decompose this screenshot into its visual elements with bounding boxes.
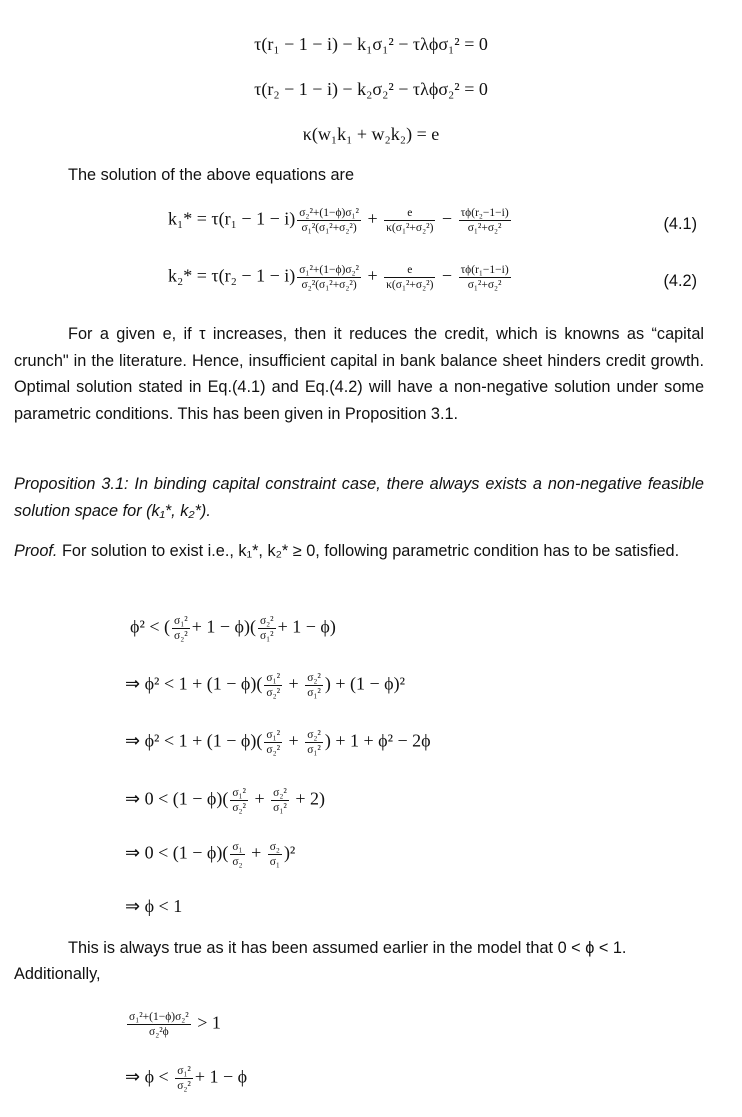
denominator: κ(σ₁²+σ₂²) bbox=[386, 279, 434, 291]
denominator: σ₂² bbox=[232, 802, 246, 814]
numerator: σ₁² bbox=[232, 787, 246, 799]
fraction bbox=[459, 263, 511, 292]
math-text: + 1 − ϕ) bbox=[277, 616, 336, 637]
numerator: σ₁² bbox=[266, 672, 281, 684]
fraction bbox=[230, 786, 248, 815]
math-text: + bbox=[246, 842, 266, 863]
numerator: σ₂² bbox=[273, 787, 287, 799]
numerator: σ₂²+(1−ϕ)σ₁² bbox=[299, 207, 359, 219]
denominator: σ₁² bbox=[273, 802, 287, 814]
denominator: σ₂² bbox=[177, 1080, 191, 1092]
numerator: e bbox=[384, 206, 435, 221]
proof-paragraph bbox=[14, 538, 704, 565]
denominator: σ₁² bbox=[307, 687, 321, 699]
fraction bbox=[459, 206, 511, 235]
math-text: + bbox=[284, 673, 304, 694]
paragraph-always-true: This is always true as it has been assumed earlier in the model that 0 < ϕ < 1. bbox=[68, 939, 627, 957]
numerator: σ₁ bbox=[232, 841, 243, 853]
denominator: σ₂ bbox=[232, 856, 243, 868]
math-text: τ(r₁ − 1 − i) − k₁σ₁² − τλϕσ₁² = 0 bbox=[254, 34, 488, 54]
numerator: τϕ(r₁−1−i) bbox=[460, 264, 509, 276]
proof-label: Proof. bbox=[14, 542, 58, 560]
math-text: τ(r₂ − 1 − i) − k₂σ₂² − τλϕσ₂² = 0 bbox=[254, 79, 488, 99]
math-text: ⇒ 0 < (1 − ϕ)( bbox=[125, 842, 229, 863]
math-text: ⇒ 0 < (1 − ϕ)( bbox=[125, 788, 229, 809]
math-text: + bbox=[250, 788, 270, 809]
math-text: + 2) bbox=[290, 788, 325, 809]
math-text: ⇒ ϕ² < 1 + (1 − ϕ)( bbox=[125, 673, 263, 694]
denominator: σ₁²+σ₂² bbox=[467, 222, 502, 234]
equation-label-4-2: (4.2) bbox=[663, 272, 697, 290]
math-text: ) + 1 + ϕ² − 2ϕ bbox=[324, 730, 431, 751]
math-text: ⇒ ϕ² < 1 + (1 − ϕ)( bbox=[125, 730, 263, 751]
denominator: σ₂²ϕ bbox=[149, 1026, 169, 1038]
fraction bbox=[264, 671, 282, 700]
proof-step-6 bbox=[125, 896, 182, 917]
fraction bbox=[230, 840, 244, 869]
math-text: + 1 − ϕ bbox=[194, 1066, 248, 1087]
numerator: σ₂² bbox=[259, 615, 274, 627]
numerator: σ₁² bbox=[177, 1065, 191, 1077]
denominator: σ₁² bbox=[259, 630, 274, 642]
fraction bbox=[264, 728, 282, 757]
proof-text: For solution to exist i.e., k₁*, k₂* ≥ 0, following parametric condition has to be satisfied. bbox=[57, 542, 680, 560]
numerator: σ₁²+(1−ϕ)σ₂² bbox=[299, 264, 359, 276]
math-text: k₂* = τ(r₂ − 1 − i) bbox=[168, 265, 296, 286]
equation-2 bbox=[0, 79, 742, 100]
final-step-2 bbox=[125, 1064, 247, 1093]
fraction bbox=[305, 728, 323, 757]
math-text: k₁* = τ(r₁ − 1 − i) bbox=[168, 208, 296, 229]
math-text: )² bbox=[283, 842, 296, 863]
math-text: ϕ² < ( bbox=[130, 616, 171, 637]
math-text: ⇒ ϕ < bbox=[125, 1066, 174, 1087]
fraction bbox=[384, 263, 435, 292]
solution-intro: The solution of the above equations are bbox=[68, 166, 355, 184]
denominator: σ₁²(σ₁²+σ₂²) bbox=[301, 222, 357, 234]
denominator: σ₂²(σ₁²+σ₂²) bbox=[301, 279, 357, 291]
math-text: − bbox=[437, 208, 457, 229]
fraction bbox=[268, 840, 282, 869]
numerator: σ₂² bbox=[307, 672, 321, 684]
numerator: σ₂ bbox=[269, 841, 280, 853]
proof-step-4 bbox=[125, 786, 325, 815]
denominator: σ₂² bbox=[174, 630, 188, 642]
paragraph-capital-crunch: For a given e, if τ increases, then it reduces the credit, which is knowns as “capital crunch" in the literature. Hence, insufficient capital in bank balance sheet hinders credit growth. Optimal solution stated in Eq.(4.1) and Eq.(4.2) will have a non-negative solution under some parametric conditions. This has been given in Proposition 3.1. bbox=[14, 325, 704, 423]
denominator: σ₁² bbox=[307, 744, 321, 756]
math-text: > 1 bbox=[192, 1012, 221, 1033]
numerator: e bbox=[384, 263, 435, 278]
proof-step-5 bbox=[125, 840, 295, 869]
fraction bbox=[258, 614, 276, 643]
proposition-3-1: Proposition 3.1: In binding capital constraint case, there always exists a non-negative feasible solution space for (k₁*, k₂*). bbox=[14, 475, 704, 520]
numerator: σ₁² bbox=[266, 729, 281, 741]
fraction bbox=[297, 263, 361, 292]
fraction bbox=[172, 614, 190, 643]
math-text: + bbox=[284, 730, 304, 751]
final-step-1 bbox=[125, 1010, 221, 1039]
fraction bbox=[297, 206, 361, 235]
fraction bbox=[175, 1064, 193, 1093]
fraction bbox=[127, 1010, 191, 1039]
numerator: σ₂² bbox=[307, 729, 321, 741]
math-text: ) + (1 − ϕ)² bbox=[324, 673, 405, 694]
paragraph-additionally: Additionally, bbox=[14, 965, 101, 983]
fraction bbox=[305, 671, 323, 700]
fraction bbox=[384, 206, 435, 235]
equation-1 bbox=[0, 34, 742, 55]
math-text: − bbox=[437, 265, 457, 286]
numerator: σ₁² bbox=[174, 615, 188, 627]
numerator: σ₁²+(1−ϕ)σ₂² bbox=[129, 1011, 189, 1023]
math-text: κ(w₁k₁ + w₂k₂) = e bbox=[302, 124, 440, 144]
equation-label-4-1: (4.1) bbox=[663, 215, 697, 233]
equation-4-2 bbox=[168, 263, 513, 292]
proof-step-2 bbox=[125, 671, 405, 700]
denominator: σ₂² bbox=[266, 744, 281, 756]
equation-4-1 bbox=[168, 206, 513, 235]
math-text: + 1 − ϕ)( bbox=[191, 616, 256, 637]
equation-3 bbox=[0, 124, 742, 145]
math-text: + bbox=[362, 208, 383, 229]
denominator: σ₁²+σ₂² bbox=[467, 279, 502, 291]
proof-step-1 bbox=[130, 614, 336, 643]
math-text: ⇒ ϕ < 1 bbox=[125, 896, 183, 916]
denominator: κ(σ₁²+σ₂²) bbox=[386, 222, 434, 234]
denominator: σ₁ bbox=[269, 856, 280, 868]
denominator: σ₂² bbox=[266, 687, 281, 699]
math-text: + bbox=[362, 265, 383, 286]
fraction bbox=[271, 786, 289, 815]
proof-step-3 bbox=[125, 728, 431, 757]
numerator: τϕ(r₂−1−i) bbox=[460, 207, 509, 219]
